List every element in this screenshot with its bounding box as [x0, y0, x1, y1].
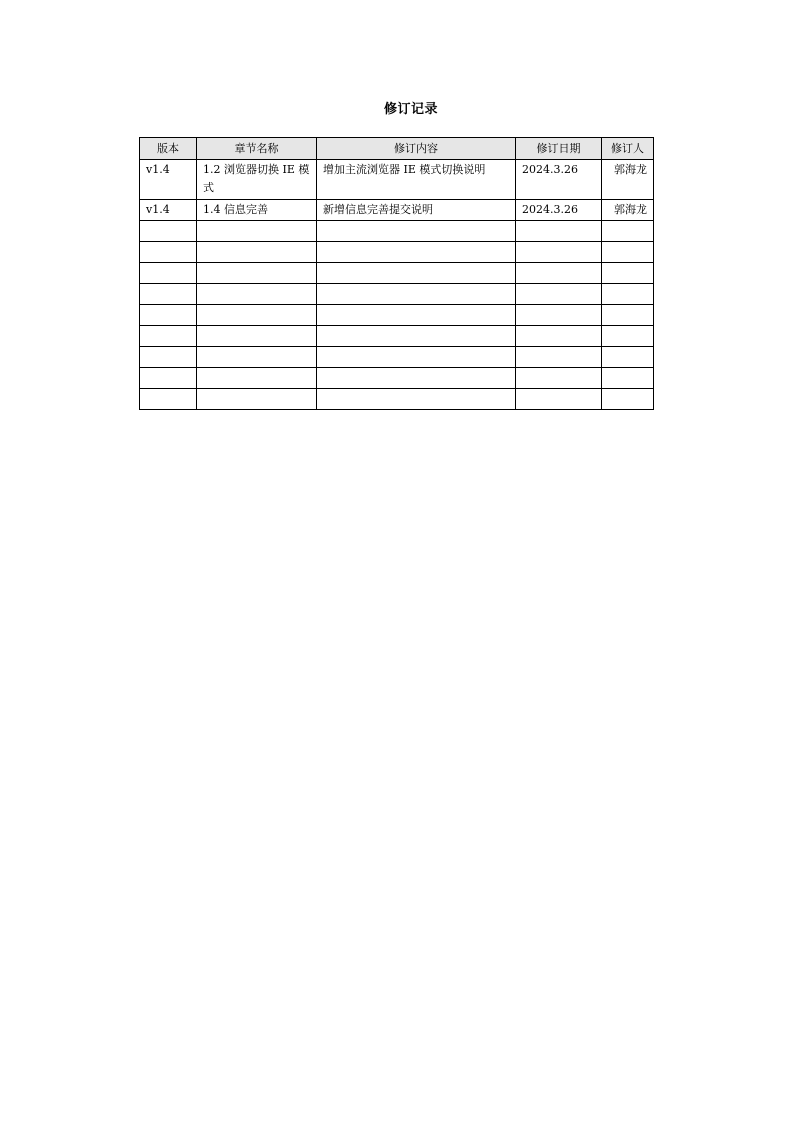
cell-revision-content	[317, 347, 516, 368]
cell-section-name	[197, 389, 317, 410]
cell-version	[140, 263, 197, 284]
cell-version	[140, 221, 197, 242]
header-revision-date: 修订日期	[516, 138, 602, 160]
cell-revision-date	[516, 263, 602, 284]
cell-section-name	[197, 221, 317, 242]
cell-section-name	[197, 368, 317, 389]
cell-version	[140, 389, 197, 410]
cell-revision-date: 2024.3.26	[516, 160, 602, 200]
table-row	[140, 221, 654, 242]
cell-revision-content	[317, 389, 516, 410]
cell-revision-content	[317, 368, 516, 389]
cell-reviser: 郭海龙	[602, 200, 654, 221]
table-row	[140, 305, 654, 326]
header-revision-content: 修订内容	[317, 138, 516, 160]
cell-section-name: 1.2 浏览器切换 IE 模式	[197, 160, 317, 200]
cell-reviser	[602, 263, 654, 284]
cell-revision-date	[516, 368, 602, 389]
cell-revision-date	[516, 221, 602, 242]
table-row	[140, 347, 654, 368]
cell-revision-content	[317, 263, 516, 284]
cell-revision-content	[317, 305, 516, 326]
cell-version	[140, 326, 197, 347]
table-row	[140, 242, 654, 263]
header-section-name: 章节名称	[197, 138, 317, 160]
cell-reviser	[602, 389, 654, 410]
cell-section-name	[197, 284, 317, 305]
cell-version	[140, 368, 197, 389]
cell-revision-date	[516, 305, 602, 326]
cell-section-name	[197, 326, 317, 347]
cell-revision-date	[516, 347, 602, 368]
table-row	[140, 160, 654, 200]
cell-section-name	[197, 347, 317, 368]
cell-section-name	[197, 242, 317, 263]
cell-reviser: 郭海龙	[602, 160, 654, 200]
cell-revision-date	[516, 242, 602, 263]
cell-revision-content	[317, 284, 516, 305]
cell-revision-date	[516, 326, 602, 347]
cell-section-name	[197, 263, 317, 284]
table-row	[140, 284, 654, 305]
cell-revision-content	[317, 221, 516, 242]
cell-version: v1.4	[140, 160, 197, 200]
cell-reviser	[602, 326, 654, 347]
cell-reviser	[602, 368, 654, 389]
cell-revision-date	[516, 284, 602, 305]
cell-revision-content: 增加主流浏览器 IE 模式切换说明	[317, 160, 516, 200]
cell-reviser	[602, 221, 654, 242]
cell-version	[140, 305, 197, 326]
cell-section-name: 1.4 信息完善	[197, 200, 317, 221]
cell-section-name	[197, 305, 317, 326]
cell-version	[140, 242, 197, 263]
cell-revision-content: 新增信息完善提交说明	[317, 200, 516, 221]
table-body	[140, 160, 654, 410]
cell-version	[140, 284, 197, 305]
table-row	[140, 263, 654, 284]
cell-reviser	[602, 305, 654, 326]
cell-revision-content	[317, 326, 516, 347]
cell-revision-date	[516, 389, 602, 410]
table-row	[140, 326, 654, 347]
table-row	[140, 389, 654, 410]
table-row	[140, 200, 654, 221]
cell-reviser	[602, 284, 654, 305]
revision-table	[139, 137, 654, 410]
cell-version	[140, 347, 197, 368]
header-version: 版本	[140, 138, 197, 160]
cell-reviser	[602, 242, 654, 263]
cell-revision-date: 2024.3.26	[516, 200, 602, 221]
page-title: 修订记录	[383, 102, 438, 117]
cell-reviser	[602, 347, 654, 368]
cell-version: v1.4	[140, 200, 197, 221]
table-row	[140, 368, 654, 389]
table-header-row	[140, 138, 654, 160]
header-reviser: 修订人	[602, 138, 654, 160]
cell-revision-content	[317, 242, 516, 263]
